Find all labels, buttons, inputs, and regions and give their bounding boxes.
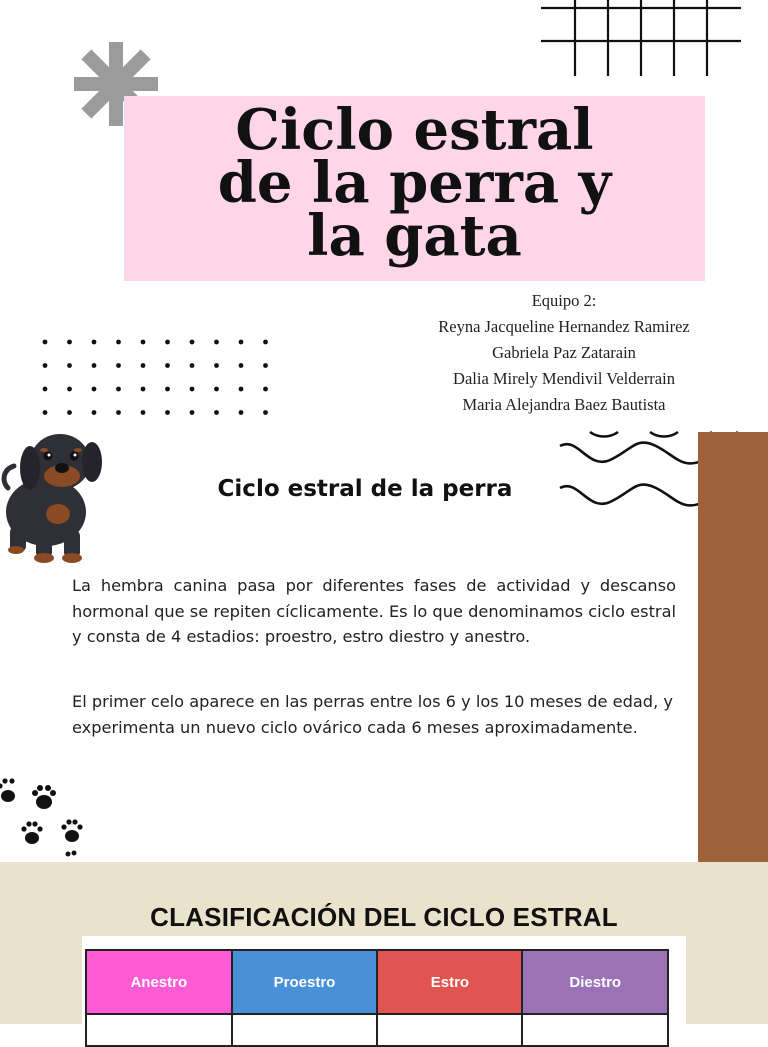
title-line-1: Ciclo estral (235, 97, 594, 163)
team-member: Maria Alejandra Baez Bautista (462, 395, 666, 414)
phases-table (85, 949, 669, 1047)
dot (43, 387, 48, 392)
paragraph-1: La hembra canina pasa por diferentes fases de actividad y descanso hormonal que se repiten cíclicamente. Es lo que denominamos ciclo estral y consta de 4 estadios: proestro, estro diestro y anestro. (72, 576, 676, 646)
dachshund-illustration (0, 426, 110, 566)
dot (214, 340, 219, 345)
phase-cell-anestro: Anestro (86, 950, 232, 1014)
dot (214, 410, 219, 415)
dot (190, 387, 195, 392)
dot (214, 387, 219, 392)
dot (43, 363, 48, 368)
paw-prints-icon (0, 776, 110, 862)
dot (239, 340, 244, 345)
dot (165, 363, 170, 368)
brown-strip-decoration (698, 432, 768, 862)
dot (67, 410, 72, 415)
table-cell (232, 1014, 378, 1046)
team-member: Dalia Mirely Mendivil Velderrain (453, 369, 675, 388)
dot (190, 340, 195, 345)
table-cell (86, 1014, 232, 1046)
dot (239, 410, 244, 415)
table-row (86, 1014, 668, 1046)
title-box (124, 96, 705, 281)
paragraph-2: El primer celo aparece en las perras entre los 6 y los 10 meses de edad, y experimenta un nuevo ciclo ovárico cada 6 meses aproximadamente. (72, 692, 673, 737)
table-cell (522, 1014, 668, 1046)
dot (43, 340, 48, 345)
title-line-3: la gata (307, 203, 522, 269)
dot (141, 363, 146, 368)
dot (116, 387, 121, 392)
dot (67, 387, 72, 392)
dot (67, 363, 72, 368)
team-list (404, 288, 724, 418)
dot (141, 387, 146, 392)
classification-table-card (82, 936, 686, 1024)
dot (92, 340, 97, 345)
dot (116, 340, 121, 345)
dot (263, 410, 268, 415)
dot (165, 410, 170, 415)
dot (239, 363, 244, 368)
dot (214, 363, 219, 368)
phase-cell-diestro: Diestro (522, 950, 668, 1014)
dot (92, 387, 97, 392)
dot (263, 363, 268, 368)
dot (263, 387, 268, 392)
section-heading: Ciclo estral de la perra (217, 476, 513, 502)
dot (263, 340, 268, 345)
phase-cell-proestro: Proestro (232, 950, 378, 1014)
dot (165, 340, 170, 345)
page-title (124, 97, 705, 269)
dot (190, 363, 195, 368)
dot (92, 410, 97, 415)
dot (190, 410, 195, 415)
dot (67, 340, 72, 345)
phase-cell-estro: Estro (377, 950, 522, 1014)
team-member: Reyna Jacqueline Hernandez Ramirez (438, 317, 690, 336)
dot (165, 387, 170, 392)
dot (116, 410, 121, 415)
dot (43, 410, 48, 415)
dot (92, 363, 97, 368)
dot (141, 340, 146, 345)
title-line-2: de la perra y (217, 150, 612, 216)
dot (116, 363, 121, 368)
table-row (86, 950, 668, 1014)
team-label: Equipo 2: (531, 291, 597, 310)
table-cell (377, 1014, 522, 1046)
classification-title: CLASIFICACIÓN DEL CICLO ESTRAL (150, 902, 618, 932)
dot (141, 410, 146, 415)
dot-grid-decoration (40, 336, 276, 418)
grid-decoration (541, 0, 741, 76)
team-member: Gabriela Paz Zatarain (492, 343, 636, 362)
dot (239, 387, 244, 392)
